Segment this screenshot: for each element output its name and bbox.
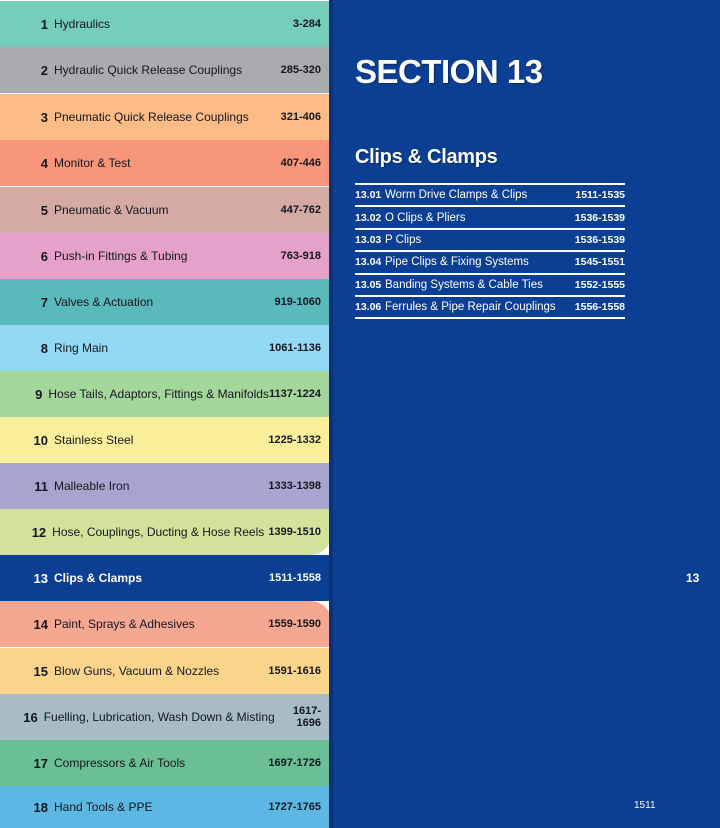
tab-title: Clips & Clamps: [54, 571, 143, 585]
tab-title: Blow Guns, Vacuum & Nozzles: [54, 664, 220, 678]
tab-page-range: 1399-1510: [268, 526, 321, 538]
tab-page-range: 1511-1558: [269, 572, 321, 584]
tab-title: Stainless Steel: [54, 433, 134, 447]
tab-title: Hose Tails, Adaptors, Fittings & Manifolds: [48, 387, 269, 401]
subsection-name: P Clips: [385, 233, 422, 246]
tab-title: Fuelling, Lubrication, Wash Down & Misting: [43, 710, 275, 724]
tab-number: 2: [40, 62, 48, 78]
tab-page-range: 1591-1616: [268, 665, 321, 677]
subsection-row[interactable]: [355, 252, 625, 274]
subsection-pages: 1511-1535: [575, 189, 625, 202]
tab-number: 7: [40, 294, 48, 310]
tab-page-range: 1697-1726: [268, 757, 321, 769]
subsection-code: 13.03: [355, 233, 382, 246]
tab-page-range: 285-320: [280, 64, 321, 76]
tab-page-range: 3-284: [292, 18, 321, 30]
tab-number: 9: [35, 386, 43, 402]
tab-number: 10: [33, 432, 48, 448]
tab-title: Ring Main: [54, 341, 109, 355]
subsection-pages: 1552-1555: [574, 278, 625, 291]
subsection-row[interactable]: [355, 297, 625, 319]
tab-number: 17: [33, 755, 48, 771]
tab-page-range: 1333-1398: [268, 480, 321, 492]
tab-page-range: 1617-1696: [292, 705, 321, 729]
section-tab-2[interactable]: [0, 47, 332, 93]
tab-number: 11: [34, 478, 48, 494]
subsection-name: Pipe Clips & Fixing Systems: [385, 256, 529, 269]
section-tab-9[interactable]: [0, 371, 332, 417]
section-edge-marker: 13: [686, 571, 700, 585]
section-tab-10[interactable]: [0, 417, 332, 463]
section-tab-15[interactable]: [0, 648, 332, 694]
subsection-pages: 1545-1551: [574, 256, 625, 269]
tab-title: Valves & Actuation: [54, 295, 154, 309]
subsection-code: 13.02: [355, 211, 382, 224]
tab-title: Hose, Couplings, Ducting & Hose Reels: [52, 525, 265, 539]
tab-number: 4: [40, 155, 48, 171]
tab-number: 13: [33, 570, 48, 586]
subsection-code: 13.06: [355, 301, 382, 314]
tab-title: Hand Tools & PPE: [54, 800, 153, 814]
section-tab-6[interactable]: [0, 233, 332, 279]
tab-page-range: 1137-1224: [269, 388, 321, 400]
tab-number: 15: [33, 663, 48, 679]
tab-number: 1: [40, 16, 48, 32]
tab-title: Compressors & Air Tools: [54, 756, 186, 770]
tab-page-range: 1061-1136: [269, 342, 321, 354]
section-tab-7[interactable]: [0, 279, 332, 325]
subsection-code: 13.04: [355, 256, 382, 269]
tab-page-range: 447-762: [280, 204, 321, 216]
column-divider: [329, 0, 333, 828]
section-tab-8[interactable]: [0, 325, 332, 371]
tab-title: Hydraulics: [54, 17, 111, 31]
subsection-pages: 1536-1539: [574, 211, 625, 224]
tab-page-range: 763-918: [280, 250, 321, 262]
section-tab-18[interactable]: [0, 786, 332, 828]
tab-number: 6: [40, 248, 48, 264]
section-tab-column: [0, 0, 332, 828]
section-tab-12[interactable]: [0, 509, 332, 555]
subsection-code: 13.05: [355, 278, 382, 291]
section-tab-11[interactable]: [0, 463, 332, 509]
tab-number: 12: [31, 524, 47, 540]
tab-number: 14: [33, 616, 48, 632]
section-tab-16[interactable]: [0, 694, 332, 740]
tab-title: Hydraulic Quick Release Couplings: [54, 63, 243, 77]
section-subtitle: Clips & Clamps: [355, 146, 498, 168]
tab-title: Monitor & Test: [54, 156, 131, 170]
tab-title: Paint, Sprays & Adhesives: [54, 617, 195, 631]
section-tab-17[interactable]: [0, 740, 332, 786]
subsection-row[interactable]: [355, 230, 625, 252]
tab-title: Pneumatic & Vacuum: [54, 203, 169, 217]
subsection-code: 13.01: [355, 189, 382, 202]
tab-number: 18: [33, 799, 48, 815]
section-tab-14[interactable]: [0, 601, 332, 647]
section-tab-5[interactable]: [0, 187, 332, 233]
section-tab-1[interactable]: [0, 1, 332, 47]
subsection-name: Banding Systems & Cable Ties: [385, 278, 543, 291]
tab-title: Malleable Iron: [54, 479, 130, 493]
subsection-name: Ferrules & Pipe Repair Couplings: [385, 301, 556, 314]
section-tab-4[interactable]: [0, 140, 332, 186]
subsection-row[interactable]: [355, 275, 625, 297]
subsection-row[interactable]: [355, 185, 625, 207]
subsection-pages: 1536-1539: [574, 233, 625, 246]
tab-page-range: 1727-1765: [268, 801, 321, 813]
section-tab-3[interactable]: [0, 94, 332, 140]
tab-number: 5: [40, 202, 48, 218]
section-tab-13-active[interactable]: [0, 555, 332, 601]
tab-page-range: 321-406: [280, 111, 321, 123]
subsection-name: O Clips & Pliers: [385, 211, 466, 224]
subsection-row[interactable]: [355, 207, 625, 229]
section-heading: SECTION 13: [355, 53, 543, 90]
subsection-pages: 1556-1558: [574, 301, 625, 314]
tab-page-range: 1225-1332: [268, 434, 321, 446]
tab-title: Pneumatic Quick Release Couplings: [54, 110, 249, 124]
subsection-list: [355, 183, 625, 319]
tab-page-range: 1559-1590: [268, 618, 321, 630]
tab-page-range: 919-1060: [274, 296, 321, 308]
tab-number: 3: [40, 109, 48, 125]
tab-title: Push-in Fittings & Tubing: [54, 249, 188, 263]
tab-number: 16: [23, 709, 38, 725]
tab-page-range: 407-446: [280, 157, 321, 169]
tab-number: 8: [40, 340, 48, 356]
page-number: 1511: [634, 800, 656, 811]
subsection-name: Worm Drive Clamps & Clips: [385, 189, 528, 202]
